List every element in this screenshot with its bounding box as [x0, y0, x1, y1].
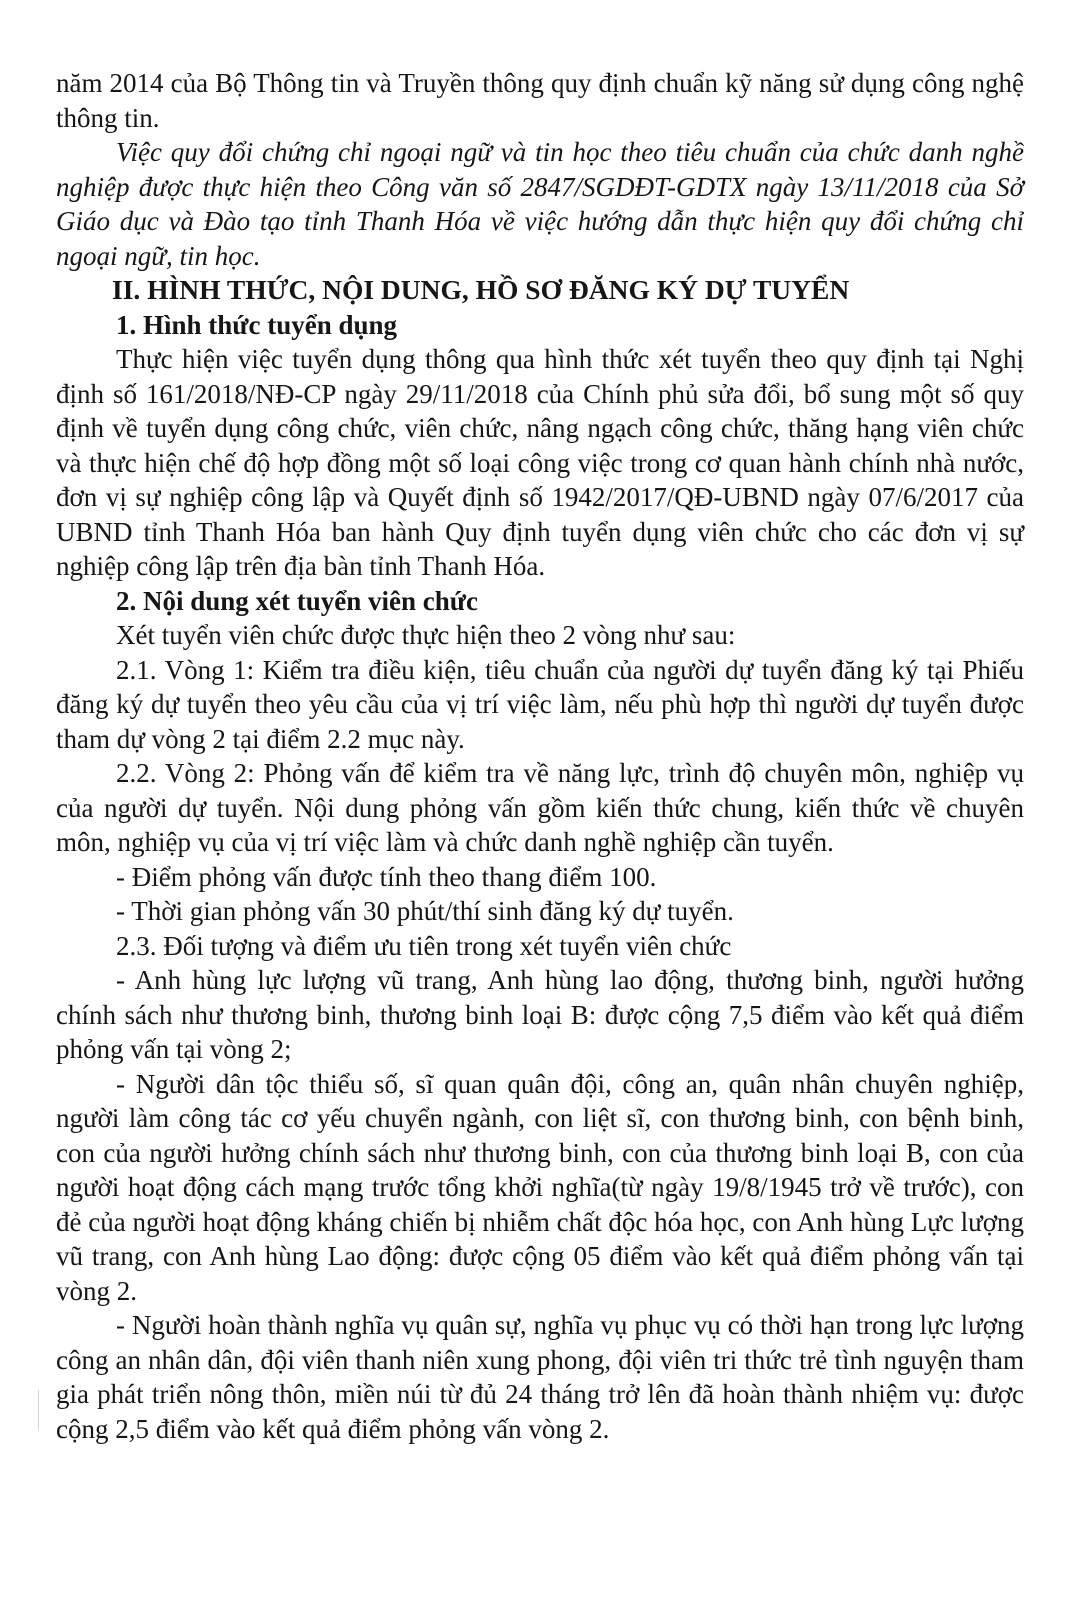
paragraph-priority-3: - Người hoàn thành nghĩa vụ quân sự, nghĩa vụ phục vụ có thời hạn trong lực lượng công an nhân dân, đội viên thanh niên xung phong, đội viên tri thức trẻ tình nguyện tham gia phát triển nông thôn, miền núi từ đủ 24 tháng trở lên đã hoàn thành nhiệm vụ: được cộng 2,5 điểm vào kết quả điểm phỏng vấn vòng 2. — [56, 1310, 1024, 1444]
paragraph-interview-duration: - Thời gian phỏng vấn 30 phút/thí sinh đăng ký dự tuyển. — [116, 896, 734, 926]
paragraph-round-2: 2.2. Vòng 2: Phỏng vấn để kiểm tra về năng lực, trình độ chuyên môn, nghiệp vụ của người dự tuyển. Nội dung phỏng vấn gồm kiến thức chung, kiến thức về chuyên môn, nghiệp vụ của vị trí việc làm và chức danh nghề nghiệp cần tuyển. — [56, 758, 1024, 857]
paragraph-priority-2: - Người dân tộc thiểu số, sĩ quan quân đội, công an, quân nhân chuyên nghiệp, người làm công tác cơ yếu chuyển ngành, con liệt sĩ, con thương binh, con bệnh binh, con của người hưởng chính sách như thương binh, con của thương binh loại B, con của người hoạt động cách mạng trước tổng khởi nghĩa(từ ngày 19/8/1945 trở về trước), con đẻ của người hoạt động kháng chiến bị nhiễm chất độc hóa học, con Anh hùng Lực lượng vũ trang, con Anh hùng Lao động: được cộng 05 điểm vào kết quả điểm phỏng vấn tại vòng 2. — [56, 1068, 1024, 1306]
paragraph-priority-title: 2.3. Đối tượng và điểm ưu tiên trong xét tuyển viên chức — [116, 930, 732, 961]
paragraph-conversion-note: Việc quy đổi chứng chỉ ngoại ngữ và tin học theo tiêu chuẩn của chức danh nghề nghiệp được thực hiện theo Công văn số 2847/SGDĐT-GDTX ngày 13/11/2018 của Sở Giáo dục và Đào tạo tỉnh Thanh Hóa về việc hướng dẫn thực hiện quy đổi chứng chỉ ngoại ngữ, tin học. — [56, 137, 1024, 271]
paragraph-intro-end: năm 2014 của Bộ Thông tin và Truyền thông quy định chuẩn kỹ năng sử dụng công nghệ thông tin. — [56, 68, 1024, 133]
paragraph-score-scale: - Điểm phỏng vấn được tính theo thang điểm 100. — [116, 861, 657, 892]
section-heading-2: II. HÌNH THỨC, NỘI DUNG, HỒ SƠ ĐĂNG KÝ DỰ TUYỂN — [112, 274, 850, 305]
paragraph-rounds-intro: Xét tuyển viên chức được thực hiện theo 2 vòng như sau: — [116, 620, 736, 650]
subheading-recruitment-content: 2. Nội dung xét tuyển viên chức — [116, 585, 478, 616]
paragraph-round-1: 2.1. Vòng 1: Kiểm tra điều kiện, tiêu chuẩn của người dự tuyển đăng ký tại Phiếu đăng ký dự tuyển theo yêu cầu của vị trí việc làm, nếu phù hợp thì người dự tuyển được tham dự vòng 2 tại điểm 2.2 mục này. — [56, 654, 1024, 754]
paragraph-priority-1: - Anh hùng lực lượng vũ trang, Anh hùng lao động, thương binh, người hưởng chính sách như thương binh, thương binh loại B: được cộng 7,5 điểm vào kết quả điểm phỏng vấn tại vòng 2; — [56, 965, 1024, 1064]
subheading-recruitment-form: 1. Hình thức tuyển dụng — [116, 309, 398, 340]
paragraph-recruitment-form: Thực hiện việc tuyển dụng thông qua hình thức xét tuyển theo quy định tại Nghị định số 161/2018/NĐ-CP ngày 29/11/2018 của Chính phủ sửa đổi, bổ sung một số quy định về tuyển dụng công chức, viên chức, nâng ngạch công chức, thăng hạng viên chức và thực hiện chế độ hợp đồng một số loại công việc trong cơ quan hành chính nhà nước, đơn vị sự nghiệp công lập và Quyết định số 1942/2017/QĐ-UBND ngày 07/6/2017 của UBND tỉnh Thanh Hóa ban hành Quy định tuyển dụng viên chức cho các đơn vị sự nghiệp công lập trên địa bàn tỉnh Thanh Hóa. — [56, 344, 1024, 581]
scan-artifact-line — [38, 1390, 39, 1430]
